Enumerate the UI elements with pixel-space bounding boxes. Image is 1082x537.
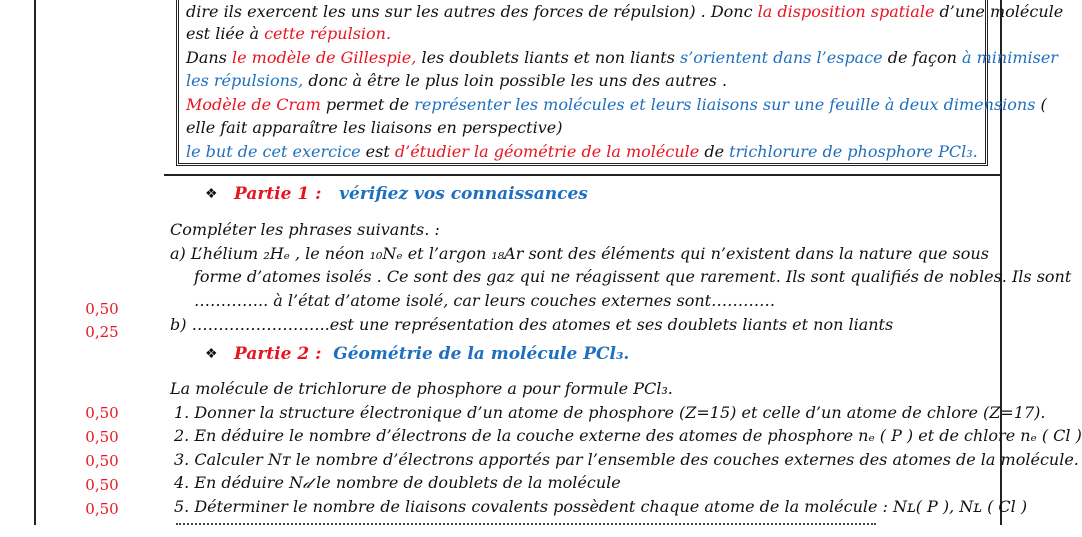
part2-question-3: 3. Calculer Nᴛ le nombre d’électrons apportés par l’ensemble des couches externes des atomes de la molécule. — [174, 450, 1079, 469]
intro-line-2: est liée à cette répulsion. — [186, 24, 392, 43]
left-margin-line — [34, 0, 36, 525]
score-part1-b: 0,25 — [85, 323, 119, 341]
part1-instruction: Compléter les phrases suivants. : — [170, 220, 440, 239]
intro-line-1: dire ils exercent les uns sur les autres des forces de répulsion) . Donc la disposition spatiale d’une molécule — [186, 2, 1064, 21]
part2-question-2: 2. En déduire le nombre d’électrons de la couche externe des atomes de phosphore nₑ ( P ) et de chlore nₑ ( Cl ) — [174, 426, 1082, 445]
part2-question-5: 5. Déterminer le nombre de liaisons covalents possèdent chaque atome de la molécule : Nʟ( P ), Nʟ ( Cl ) — [174, 497, 1028, 516]
part1-item-b: b) ……………………..est une représentation des atomes et ses doublets liants et non liants — [170, 315, 894, 334]
part1-item-a-line1: a) L’hélium ₂Hₑ , le néon ₁₀Nₑ et l’argon ₁₈Ar sont des éléments qui n’existent dans la nature que sous — [170, 244, 989, 263]
part1-item-a-line2: forme d’atomes isolés . Ce sont des gaz qui ne réagissent que rarement. Ils sont qualifiés de nobles. Ils sont — [194, 267, 1072, 286]
intro-line-7: le but de cet exercice est d’étudier la géométrie de la molécule de trichlorure de phosphore PCl₃. — [186, 142, 978, 161]
score-q4: 0,50 — [85, 476, 119, 494]
section-rule — [164, 174, 1000, 176]
part2-bullet-icon: ❖ — [205, 346, 218, 362]
score-part1-a: 0,50 — [85, 300, 119, 318]
part1-bullet-icon: ❖ — [205, 186, 218, 202]
intro-line-5: Modèle de Cram permet de représenter les molécules et leurs liaisons sur une feuille à deux dimensions ( — [186, 95, 1047, 114]
intro-line-6: elle fait apparaître les liaisons en perspective) — [186, 118, 563, 137]
part2-intro: La molécule de trichlorure de phosphore a pour formule PCl₃. — [170, 379, 673, 398]
score-q2: 0,50 — [85, 428, 119, 446]
part2-heading: Partie 2 : Géométrie de la molécule PCl₃. — [234, 344, 630, 364]
part1-item-a-line3: ………….. à l’état d’atome isolé, car leurs couches externes sont………… — [194, 291, 776, 310]
score-q5: 0,50 — [85, 500, 119, 518]
part2-question-4: 4. En déduire N𝒹 le nombre de doublets de la molécule — [174, 473, 621, 492]
intro-line-4: les répulsions, donc à être le plus loin possible les uns des autres . — [186, 71, 728, 90]
part2-question-1: 1. Donner la structure électronique d’un atome de phosphore (Z=15) et celle d’un atome de chlore (Z=17). — [174, 403, 1046, 422]
intro-line-3: Dans le modèle de Gillespie, les doublets liants et non liants s’orientent dans l’espace de façon à minimiser — [186, 48, 1058, 67]
score-q1: 0,50 — [85, 404, 119, 422]
cut-off-line — [176, 519, 876, 525]
part1-heading: Partie 1 : vérifiez vos connaissances — [234, 184, 588, 204]
score-q3: 0,50 — [85, 452, 119, 470]
